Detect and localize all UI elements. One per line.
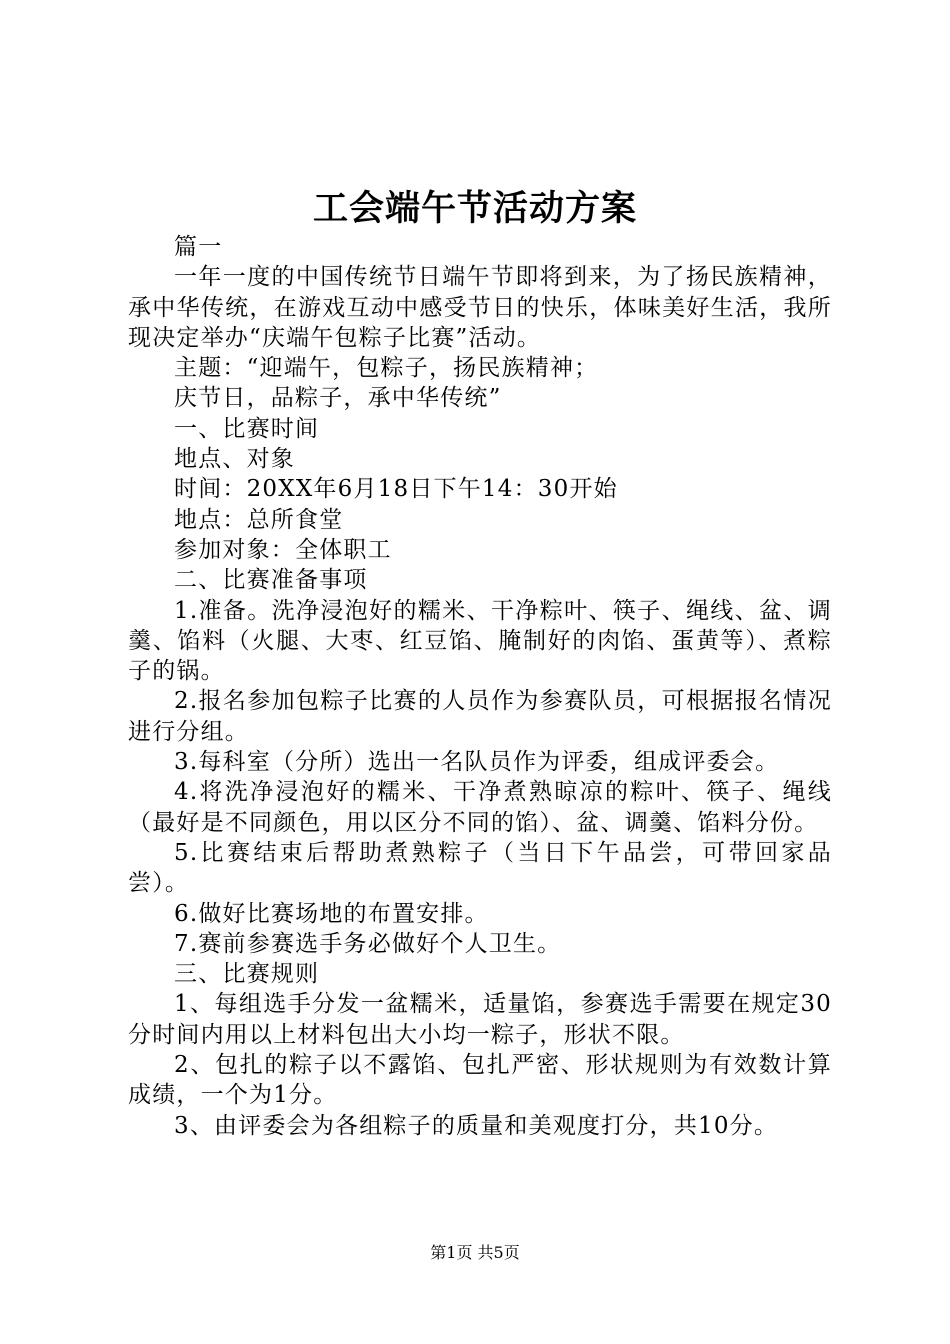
list-item-preparation-5: 5.比赛结束后帮助煮熟粽子（当日下午品尝，可带回家品尝）。: [128, 839, 832, 897]
list-item-preparation-4: 4.将洗净浸泡好的糯米、干净煮熟晾凉的粽叶、筷子、绳线（最好是不同颜色，用以区分不同的馅）、盆、调羹、馅料分份。: [128, 779, 832, 836]
paragraph-intro: 一年一度的中国传统节日端午节即将到来，为了扬民族精神，承中华传统，在游戏互动中感受节日的快乐，体味美好生活，我所现决定举办“庆端午包粽子比赛”活动。: [128, 264, 832, 351]
paragraph-time: 时间：20XX年6月18日下午14：30开始: [174, 476, 618, 503]
list-item-preparation-1: 1.准备。洗净浸泡好的糯米、干净粽叶、筷子、绳线、盆、调羹、馅料（火腿、大枣、红豆馅、腌制好的肉馅、蛋黄等）、煮粽子的锅。: [128, 597, 832, 685]
list-item-rule-2: 2、包扎的粽子以不露馅、包扎严密、形状规则为有效数计算成绩，一个为1分。: [128, 1052, 832, 1109]
paragraph-theme: 主题：“迎端午，包粽子，扬民族精神；: [174, 355, 599, 382]
paragraph-section-label: 篇一: [174, 234, 223, 260]
list-item-preparation-3: 3.每科室（分所）选出一名队员作为评委，组成评委会。: [174, 749, 780, 776]
document-body: [128, 232, 832, 1141]
paragraph-location-participants: 地点、对象: [174, 446, 295, 473]
list-item-rule-1: 1、每组选手分发一盆糯米，适量馅，参赛选手需要在规定30分时间内用以上材料包出大小均一粽子，形状不限。: [128, 991, 832, 1048]
heading-competition-time: 一、比赛时间: [174, 415, 320, 442]
paragraph-theme-continued: 庆节日，品粽子，承中华传统”: [174, 385, 502, 412]
page-number-footer: 第1页 共5页: [430, 1243, 520, 1262]
heading-preparation: 二、比赛准备事项: [174, 567, 368, 594]
paragraph-location: 地点：总所食堂: [174, 506, 344, 533]
list-item-rule-3: 3、由评委会为各组粽子的质量和美观度打分，共10分。: [174, 1112, 779, 1139]
list-item-preparation-2: 2.报名参加包粽子比赛的人员作为参赛队员，可根据报名情况进行分组。: [128, 688, 832, 745]
list-item-preparation-6: 6.做好比赛场地的布置安排。: [174, 900, 489, 927]
paragraph-participants: 参加对象：全体职工: [174, 536, 392, 563]
list-item-preparation-7: 7.赛前参赛选手务必做好个人卫生。: [174, 930, 562, 957]
document-title: 工会端午节活动方案: [312, 188, 637, 229]
heading-rules: 三、比赛规则: [174, 961, 320, 988]
